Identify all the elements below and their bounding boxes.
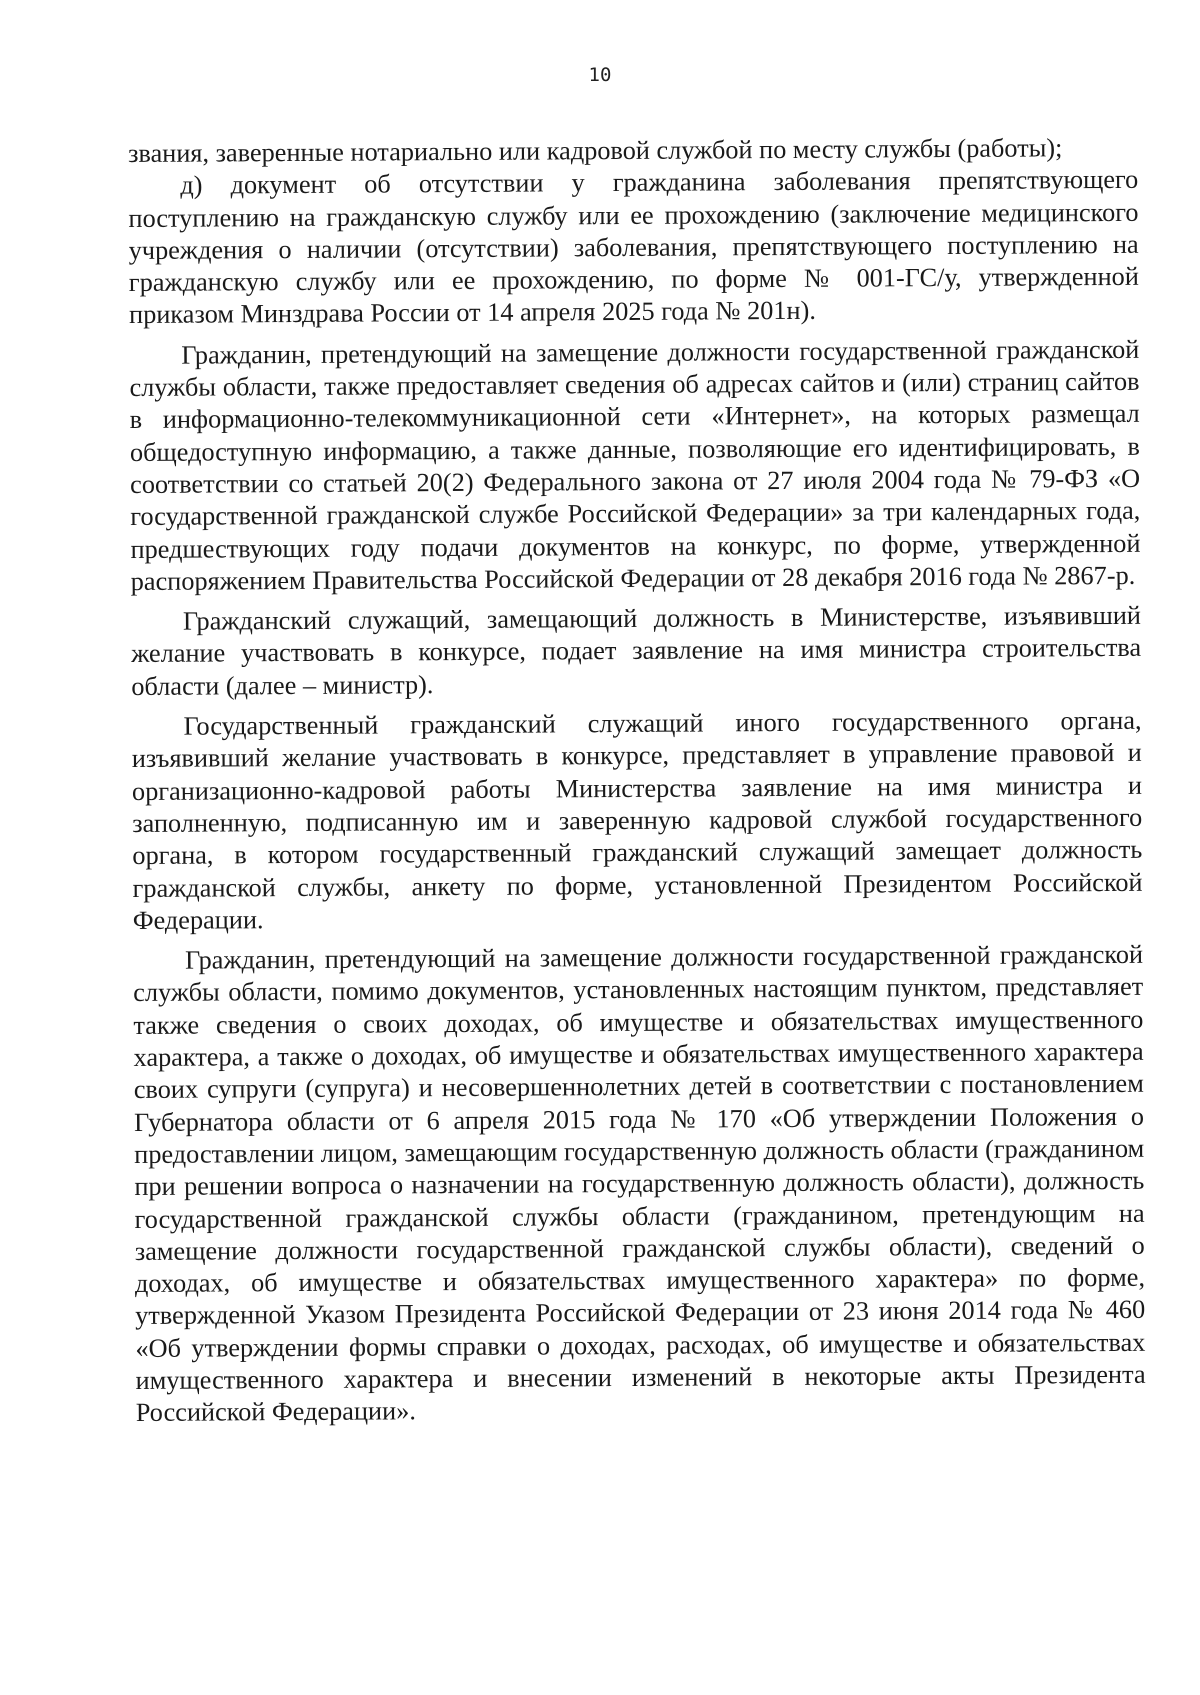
paragraph-continuation: звания, заверенные нотариально или кадровой службой по месту службы (работы);: [128, 133, 1063, 168]
paragraph-income-declaration: Гражданин, претендующий на замещение должности государственной гражданской службы области, помимо документов, установленных настоящим пунктом, представляет также сведения о своих доходах, об имуществе и обязательствах имущественного характера, а также о доходах, об имуществе и обязательствах имущественного характера своих супруги (супруга) и несовершеннолетних детей в соответствии с постановлением Губернатора области от 6 апреля 2015 года № 170 «Об утверждении Положения о предоставлении лицом, замещающим государственную должность области (гражданином при решении вопроса о назначении на государственную должность области), должность государственной гражданской службы области (гражданином, претендующим на замещение должности государственной гражданской службы области), сведений о доходах, об имуществе и обязательствах имущественного характера» по форме, утвержденной Указом Президента Российской Федерации от 23 июня 2014 года № 460 «Об утверждении формы справки о доходах, расходах, об имуществе и обязательствах имущественного характера и внесении изменений в некоторые акты Президента Российской Федерации».: [133, 939, 1146, 1428]
paragraph-internet-sites: Гражданин, претендующий на замещение должности государственной гражданской службы области, также предоставляет сведения об адресах сайтов и (или) страниц сайтов в информационно-телекоммуникационной сети «Интернет», на которых размещал общедоступную информацию, а также данные, позволяющие его идентифицировать, в соответствии со статьей 20(2) Федерального закона от 27 июля 2004 года № 79-ФЗ «О государственной гражданской службе Российской Федерации» за три календарных года, предшествующих году подачи документов на конкурс, по форме, утвержденной распоряжением Правительства Российской Федерации от 28 декабря 2016 года № 2867-р.: [129, 334, 1141, 596]
paragraph-civil-servant-ministry: Гражданский служащий, замещающий должность в Министерстве, изъявивший желание участвовать в конкурсе, подает заявление на имя министра строительства области (далее – министр).: [131, 600, 1142, 701]
page-number: 10: [588, 64, 612, 86]
paragraph-civil-servant-other-body: Государственный гражданский служащий иного государственного органа, изъявивший желание участвовать в конкурсе, представляет в управление правовой и организационно-кадровой работы Министерства заявление на имя министра и заполненную, подписанную им и заверенную кадровой службой государственного органа, в котором государственный гражданский служащий замещает должность гражданской службы, анкету по форме, установленной Президентом Российской Федерации.: [131, 705, 1143, 935]
document-body: [128, 132, 1146, 1430]
paragraph-item-d: д) документ об отсутствии у гражданина заболевания препятствующего поступлению на гражданскую службу или ее прохождению (заключение медицинского учреждения о наличии (отсутствии) заболевания, препятствующего поступлению на гражданскую службу или ее прохождению, по форме № 001-ГС/у, утвержденной приказом Минздрава России от 14 апреля 2025 года № 201н).: [128, 165, 1139, 330]
